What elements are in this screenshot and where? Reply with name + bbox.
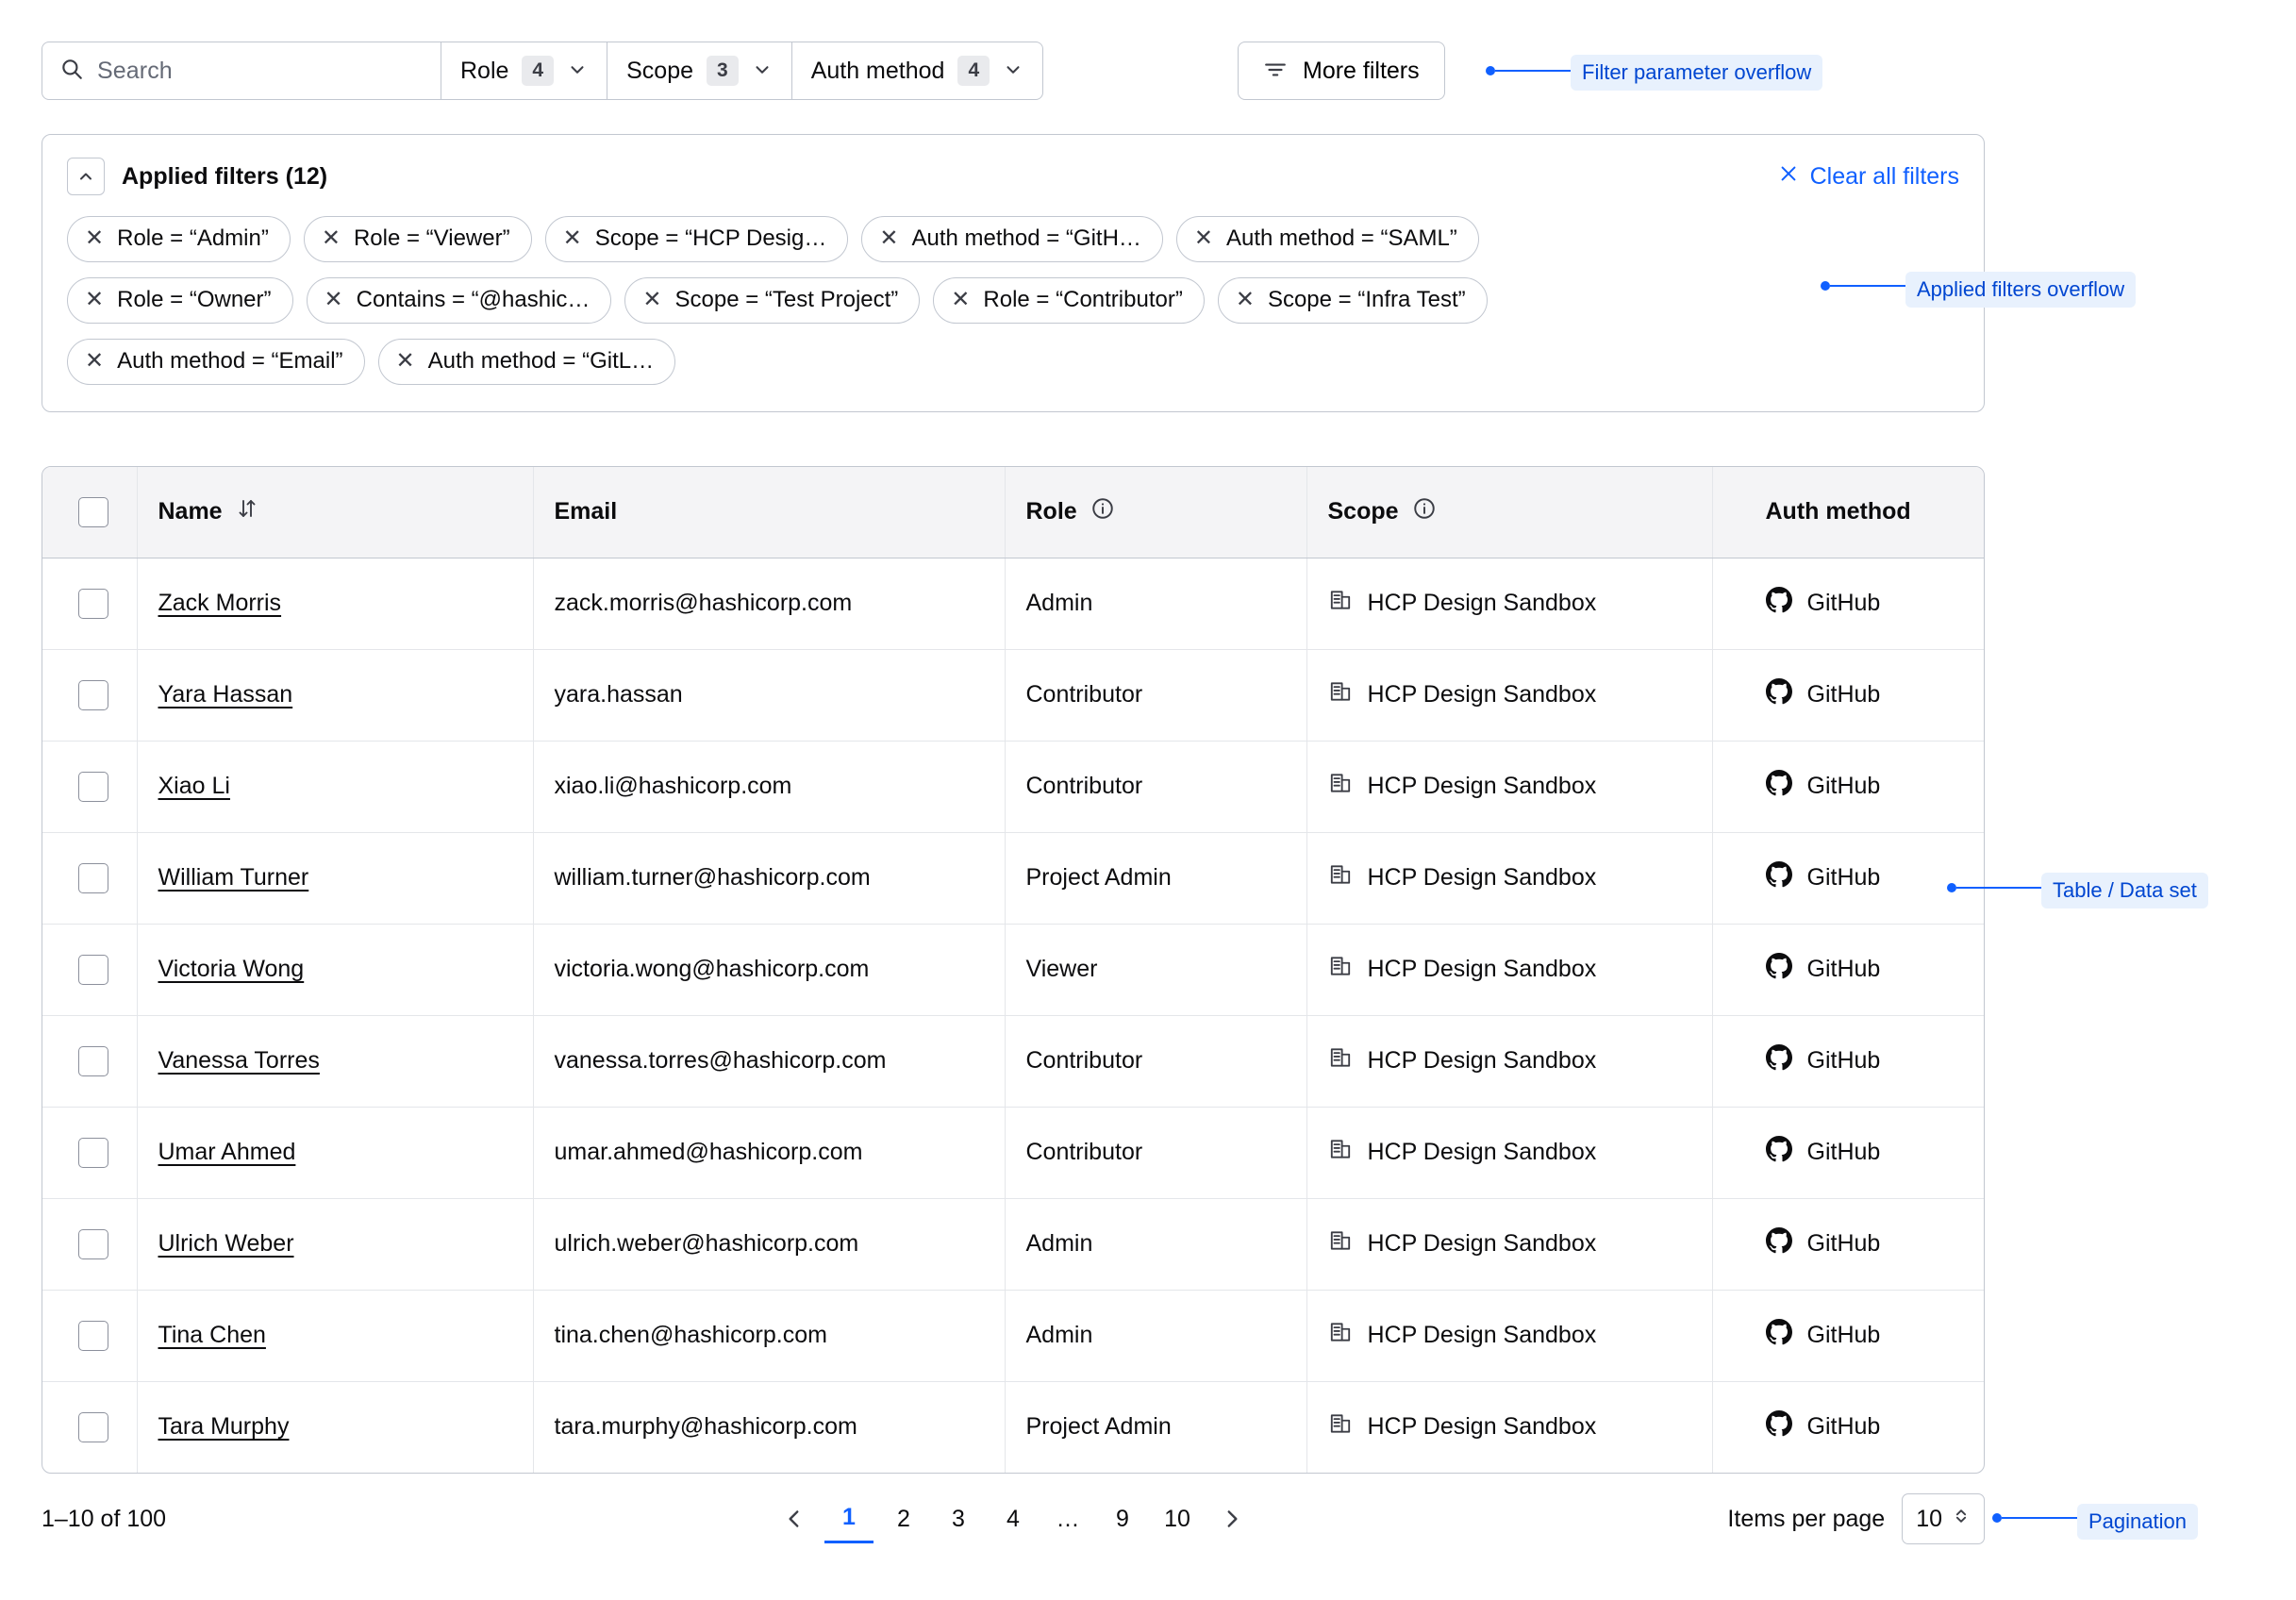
column-header-auth-method: [1712, 467, 1985, 558]
row-role-cell: [1005, 924, 1306, 1015]
row-email-label: william.turner@hashicorp.com: [554, 864, 871, 891]
row-role-label: Contributor: [1025, 681, 1143, 708]
github-icon: [1766, 1319, 1792, 1352]
row-checkbox[interactable]: [78, 1321, 108, 1351]
row-scope-cell: [1306, 1015, 1712, 1107]
row-email-cell: [533, 832, 1005, 924]
applied-filter-chip-label: Auth method = “GitH…: [911, 225, 1141, 251]
chevron-down-icon: [567, 59, 588, 83]
row-email-label: yara.hassan: [554, 681, 683, 708]
remove-filter-icon[interactable]: ✕: [85, 348, 105, 374]
row-role-cell: [1005, 558, 1306, 649]
row-email-cell: [533, 649, 1005, 741]
row-role-label: Admin: [1025, 1230, 1093, 1257]
row-checkbox[interactable]: [78, 1412, 108, 1442]
row-auth-label: GitHub: [1806, 1230, 1881, 1257]
annotation-dot-table: [1947, 883, 1956, 892]
applied-filters-header-left: [67, 158, 327, 195]
applied-filter-chip-label: Role = “Viewer”: [353, 225, 510, 251]
row-role-label: Project Admin: [1025, 864, 1172, 891]
row-select-cell: [42, 1381, 137, 1473]
github-icon: [1766, 1136, 1792, 1169]
row-name-cell: [137, 1381, 533, 1473]
clear-all-filters-label: Clear all filters: [1809, 162, 1959, 190]
chevron-updown-icon: [1952, 1505, 1971, 1534]
row-scope-label: HCP Design Sandbox: [1367, 1230, 1597, 1257]
annotation-line-table: [1956, 887, 2041, 889]
row-scope-label: HCP Design Sandbox: [1367, 1322, 1597, 1348]
row-name-link[interactable]: Tina Chen: [158, 1322, 266, 1348]
row-email-cell: [533, 741, 1005, 832]
remove-filter-icon[interactable]: ✕: [395, 348, 415, 374]
remove-filter-icon[interactable]: ✕: [85, 225, 105, 251]
remove-filter-icon[interactable]: ✕: [321, 225, 341, 251]
clear-all-filters-button[interactable]: [1778, 163, 1959, 191]
row-role-cell: [1005, 649, 1306, 741]
filter-scope-dropdown[interactable]: [607, 42, 792, 100]
row-select-cell: [42, 924, 137, 1015]
row-name-cell: [137, 832, 533, 924]
row-email-cell: [533, 1107, 1005, 1198]
row-email-label: ulrich.weber@hashicorp.com: [554, 1230, 859, 1257]
pagination-page-2[interactable]: 2: [897, 1505, 910, 1532]
remove-filter-icon[interactable]: ✕: [85, 287, 105, 312]
applied-filter-chip[interactable]: [1176, 216, 1479, 262]
applied-filter-chip-label: Auth method = “GitL…: [427, 348, 655, 374]
row-email-label: zack.morris@hashicorp.com: [554, 590, 853, 616]
info-icon[interactable]: [1412, 496, 1437, 527]
row-scope-cell: [1306, 1198, 1712, 1290]
row-checkbox[interactable]: [78, 863, 108, 893]
row-scope-label: HCP Design Sandbox: [1367, 1139, 1597, 1165]
github-icon: [1766, 861, 1792, 894]
chevron-down-icon: [1003, 59, 1023, 83]
row-name-cell: [137, 1015, 533, 1107]
row-auth-cell: [1712, 924, 1985, 1015]
annotation-table-dataset: Table / Data set: [2041, 873, 2208, 908]
row-name-link[interactable]: Xiao Li: [158, 773, 230, 799]
row-scope-label: HCP Design Sandbox: [1367, 956, 1597, 982]
annotation-dot-filter-overflow: [1486, 66, 1495, 75]
row-scope-cell: [1306, 649, 1712, 741]
filter-auth-method-count: 4: [957, 56, 990, 86]
table-body: [42, 558, 1985, 1473]
applied-filter-chip[interactable]: [304, 216, 532, 262]
row-auth-cell: [1712, 649, 1985, 741]
remove-filter-icon[interactable]: ✕: [642, 287, 662, 312]
row-select-cell: [42, 741, 137, 832]
applied-filter-chip-label: Role = “Admin”: [117, 225, 269, 251]
table-row: [42, 1381, 1985, 1473]
applied-filters-panel: [42, 134, 1985, 412]
annotation-applied-overflow: Applied filters overflow: [1905, 272, 2136, 308]
annotation-line-pagination: [2002, 1517, 2077, 1519]
pagination-page-9[interactable]: 9: [1116, 1505, 1129, 1532]
applied-filter-chip-label: Scope = “Infra Test”: [1267, 287, 1466, 312]
row-auth-label: GitHub: [1806, 1047, 1881, 1074]
filter-role-dropdown[interactable]: [441, 42, 607, 100]
row-role-cell: [1005, 1015, 1306, 1107]
row-name-link[interactable]: Tara Murphy: [158, 1413, 290, 1441]
row-select-cell: [42, 558, 137, 649]
row-auth-label: GitHub: [1806, 956, 1881, 982]
row-role-cell: [1005, 1290, 1306, 1381]
applied-filter-chip-label: Scope = “Test Project”: [674, 287, 899, 312]
more-filters-label: More filters: [1303, 57, 1420, 84]
row-select-cell: [42, 1290, 137, 1381]
row-name-cell: [137, 558, 533, 649]
row-scope-label: HCP Design Sandbox: [1367, 1047, 1597, 1074]
github-icon: [1766, 953, 1792, 986]
row-scope-cell: [1306, 832, 1712, 924]
row-name-cell: [137, 1107, 533, 1198]
row-select-cell: [42, 1198, 137, 1290]
row-name-link[interactable]: Victoria Wong: [158, 956, 305, 982]
row-select-cell: [42, 1107, 137, 1198]
select-all-header: [42, 467, 137, 558]
table-row: [42, 649, 1985, 741]
annotation-line-applied-overflow: [1830, 285, 1905, 287]
project-icon: [1328, 862, 1353, 893]
table-header: [42, 467, 1985, 558]
applied-filter-chip[interactable]: [933, 277, 1205, 324]
table-row: [42, 1107, 1985, 1198]
users-table-element: [42, 467, 1985, 1473]
row-scope-cell: [1306, 741, 1712, 832]
result-range-label: 1–10 of 100: [42, 1505, 167, 1532]
items-per-page-value: 10: [1916, 1505, 1942, 1532]
row-auth-label: GitHub: [1806, 1322, 1881, 1348]
filter-scope-count: 3: [707, 56, 739, 86]
collapse-applied-filters-button[interactable]: [67, 158, 105, 195]
applied-filter-chip-label: Auth method = “SAML”: [1226, 225, 1457, 251]
project-icon: [1328, 588, 1353, 619]
project-icon: [1328, 1320, 1353, 1351]
row-email-cell: [533, 1015, 1005, 1107]
table-row: [42, 832, 1985, 924]
applied-filter-chip[interactable]: [378, 339, 676, 385]
row-checkbox[interactable]: [78, 1229, 108, 1259]
annotation-dot-pagination: [1992, 1513, 2002, 1523]
applied-filter-chip[interactable]: [67, 216, 291, 262]
row-checkbox[interactable]: [78, 589, 108, 619]
applied-filter-chip[interactable]: [307, 277, 612, 324]
github-icon: [1766, 587, 1792, 620]
row-name-link[interactable]: Zack Morris: [158, 590, 282, 616]
remove-filter-icon[interactable]: ✕: [1235, 287, 1255, 312]
row-role-label: Contributor: [1025, 1139, 1143, 1165]
applied-filter-chip[interactable]: [1218, 277, 1488, 324]
row-auth-cell: [1712, 1381, 1985, 1473]
row-checkbox[interactable]: [78, 772, 108, 802]
row-email-label: tara.murphy@hashicorp.com: [554, 1413, 857, 1441]
filter-scope-label: Scope: [626, 57, 693, 84]
search-icon: [59, 57, 84, 86]
table-row: [42, 558, 1985, 649]
applied-filter-chip-label: Role = “Owner”: [117, 287, 272, 312]
row-role-label: Admin: [1025, 1322, 1093, 1348]
applied-filter-chip[interactable]: [67, 339, 365, 385]
row-role-cell: [1005, 832, 1306, 924]
github-icon: [1766, 1044, 1792, 1077]
row-auth-cell: [1712, 1107, 1985, 1198]
annotation-pagination: Pagination: [2077, 1504, 2198, 1540]
select-all-checkbox[interactable]: [78, 497, 108, 527]
row-auth-cell: [1712, 832, 1985, 924]
filter-auth-method-label: Auth method: [810, 57, 945, 84]
filter-auth-method-dropdown[interactable]: [792, 42, 1043, 100]
annotation-line-filter-overflow: [1495, 70, 1571, 72]
items-per-page-label: Items per page: [1727, 1505, 1886, 1532]
row-scope-label: HCP Design Sandbox: [1367, 1413, 1597, 1441]
row-select-cell: [42, 1015, 137, 1107]
column-header-auth-method-label: Auth method: [1765, 498, 1911, 525]
applied-filters-title: Applied filters (12): [122, 162, 328, 190]
row-email-cell: [533, 558, 1005, 649]
row-role-cell: [1005, 741, 1306, 832]
applied-filters-header: [67, 158, 1959, 195]
row-name-link[interactable]: Vanessa Torres: [158, 1047, 320, 1074]
row-select-cell: [42, 832, 137, 924]
row-auth-cell: [1712, 1015, 1985, 1107]
row-email-cell: [533, 1290, 1005, 1381]
column-header-name[interactable]: [137, 467, 533, 558]
remove-filter-icon[interactable]: ✕: [951, 287, 971, 312]
column-header-scope-label: Scope: [1327, 498, 1399, 525]
column-header-scope: [1306, 467, 1712, 558]
pagination-page-3[interactable]: 3: [952, 1505, 965, 1532]
row-name-link[interactable]: William Turner: [158, 864, 309, 891]
row-scope-cell: [1306, 558, 1712, 649]
table-row: [42, 1198, 1985, 1290]
row-role-cell: [1005, 1381, 1306, 1473]
applied-filter-chip-list: [67, 216, 1699, 385]
row-checkbox[interactable]: [78, 1138, 108, 1168]
row-role-label: Viewer: [1025, 956, 1098, 982]
row-auth-label: GitHub: [1806, 864, 1881, 891]
project-icon: [1328, 771, 1353, 802]
row-role-label: Project Admin: [1025, 1413, 1172, 1441]
remove-filter-icon[interactable]: ✕: [562, 225, 582, 251]
row-checkbox[interactable]: [78, 1046, 108, 1076]
pagination-page-1[interactable]: 1: [824, 1494, 873, 1543]
table-row: [42, 924, 1985, 1015]
table-header-row: [42, 467, 1985, 558]
table-row: [42, 741, 1985, 832]
row-auth-cell: [1712, 1290, 1985, 1381]
row-scope-label: HCP Design Sandbox: [1367, 590, 1597, 616]
applied-filter-chip[interactable]: [624, 277, 920, 324]
row-role-cell: [1005, 1198, 1306, 1290]
applied-filter-chip[interactable]: [545, 216, 849, 262]
row-email-cell: [533, 1198, 1005, 1290]
pagination-ellipsis: …: [1056, 1505, 1080, 1532]
items-per-page-select[interactable]: [1902, 1493, 1985, 1544]
items-per-page: [1727, 1493, 1985, 1544]
row-email-label: victoria.wong@hashicorp.com: [554, 956, 870, 982]
project-icon: [1328, 1137, 1353, 1168]
row-scope-cell: [1306, 1107, 1712, 1198]
applied-filter-chip[interactable]: [67, 277, 293, 324]
row-checkbox[interactable]: [78, 680, 108, 710]
row-auth-label: GitHub: [1806, 773, 1881, 799]
row-email-label: umar.ahmed@hashicorp.com: [554, 1139, 863, 1165]
annotation-filter-overflow: Filter parameter overflow: [1571, 55, 1822, 91]
annotation-dot-applied-overflow: [1821, 281, 1830, 291]
column-header-name-label: Name: [158, 498, 223, 525]
github-icon: [1766, 1410, 1792, 1443]
row-auth-label: GitHub: [1806, 590, 1881, 616]
row-email-label: xiao.li@hashicorp.com: [554, 773, 792, 799]
row-checkbox[interactable]: [78, 955, 108, 985]
applied-filter-chip[interactable]: [861, 216, 1163, 262]
row-scope-cell: [1306, 924, 1712, 1015]
row-role-cell: [1005, 1107, 1306, 1198]
info-icon[interactable]: [1090, 496, 1115, 527]
search-placeholder: Search: [97, 57, 173, 84]
filter-role-label: Role: [460, 57, 509, 84]
applied-filter-chip-label: Auth method = “Email”: [117, 348, 343, 374]
close-icon: [1778, 163, 1799, 191]
project-icon: [1328, 954, 1353, 985]
column-header-email-label: Email: [554, 498, 618, 525]
row-email-cell: [533, 1381, 1005, 1473]
row-scope-label: HCP Design Sandbox: [1367, 773, 1597, 799]
applied-filter-chip-label: Scope = “HCP Desig…: [594, 225, 827, 251]
row-auth-cell: [1712, 1198, 1985, 1290]
project-icon: [1328, 1411, 1353, 1442]
filter-lines-icon: [1263, 58, 1288, 85]
remove-filter-icon[interactable]: ✕: [1193, 225, 1214, 251]
row-email-cell: [533, 924, 1005, 1015]
pagination-page-4[interactable]: 4: [1007, 1505, 1020, 1532]
row-scope-cell: [1306, 1381, 1712, 1473]
row-auth-label: GitHub: [1806, 1139, 1881, 1165]
row-name-cell: [137, 1290, 533, 1381]
row-email-label: vanessa.torres@hashicorp.com: [554, 1047, 887, 1074]
github-icon: [1766, 1227, 1792, 1260]
remove-filter-icon[interactable]: ✕: [879, 225, 899, 251]
users-table: [42, 466, 1985, 1474]
pagination-next-button[interactable]: [1207, 1494, 1256, 1543]
row-scope-cell: [1306, 1290, 1712, 1381]
table-footer: [42, 1491, 1985, 1547]
github-icon: [1766, 678, 1792, 711]
table-row: [42, 1015, 1985, 1107]
pagination-prev-button[interactable]: [770, 1494, 819, 1543]
row-name-link[interactable]: Umar Ahmed: [158, 1139, 296, 1165]
pagination-page-10[interactable]: 10: [1164, 1505, 1190, 1532]
row-name-cell: [137, 649, 533, 741]
project-icon: [1328, 1045, 1353, 1076]
row-name-cell: [137, 741, 533, 832]
row-auth-label: GitHub: [1806, 1413, 1881, 1441]
remove-filter-icon[interactable]: ✕: [324, 287, 343, 312]
project-icon: [1328, 1228, 1353, 1259]
row-auth-label: GitHub: [1806, 681, 1881, 708]
row-select-cell: [42, 649, 137, 741]
column-header-email: [533, 467, 1005, 558]
row-name-link[interactable]: Ulrich Weber: [158, 1230, 294, 1257]
row-scope-label: HCP Design Sandbox: [1367, 681, 1597, 708]
row-role-label: Contributor: [1025, 1047, 1143, 1074]
sort-icon[interactable]: [236, 497, 258, 526]
project-icon: [1328, 679, 1353, 710]
applied-filter-chip-label: Contains = “@hashic…: [356, 287, 591, 312]
pagination: [770, 1494, 1256, 1543]
column-header-role: [1005, 467, 1306, 558]
row-role-label: Admin: [1025, 590, 1093, 616]
row-auth-cell: [1712, 741, 1985, 832]
row-scope-label: HCP Design Sandbox: [1367, 864, 1597, 891]
row-name-cell: [137, 924, 533, 1015]
row-name-link[interactable]: Yara Hassan: [158, 681, 293, 708]
row-name-cell: [137, 1198, 533, 1290]
chevron-down-icon: [752, 59, 773, 83]
more-filters-button[interactable]: [1238, 42, 1445, 100]
table-row: [42, 1290, 1985, 1381]
column-header-role-label: Role: [1025, 498, 1077, 525]
filter-bar: [42, 42, 1043, 100]
row-auth-cell: [1712, 558, 1985, 649]
row-email-label: tina.chen@hashicorp.com: [554, 1322, 827, 1348]
applied-filter-chip-label: Role = “Contributor”: [983, 287, 1183, 312]
row-role-label: Contributor: [1025, 773, 1143, 799]
filter-role-count: 4: [522, 56, 554, 86]
github-icon: [1766, 770, 1792, 803]
search-input[interactable]: [42, 42, 441, 100]
